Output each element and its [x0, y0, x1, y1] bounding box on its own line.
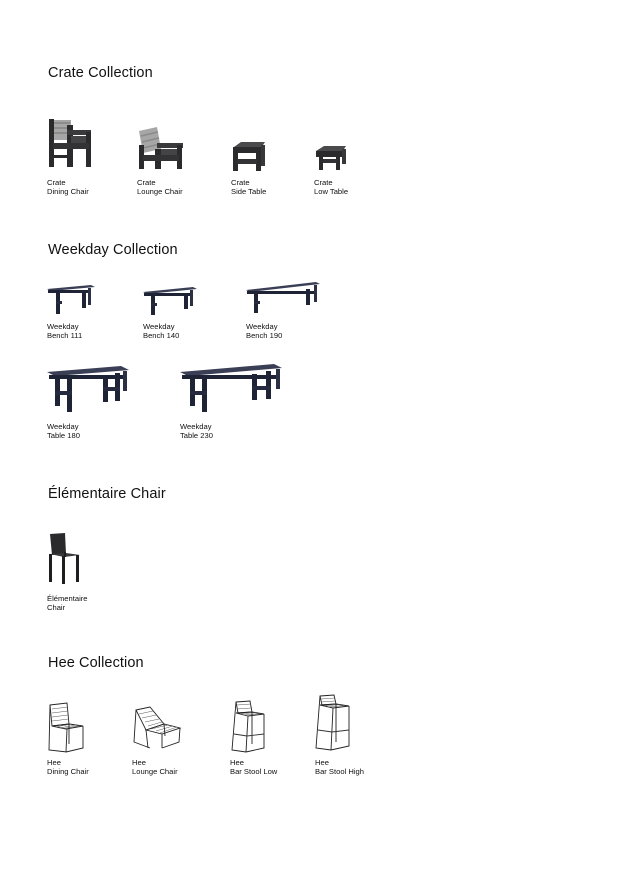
product-crate-lounge-chair[interactable]	[137, 117, 197, 199]
product-label-line1: Weekday	[246, 322, 278, 331]
elementaire-chair-icon	[47, 532, 81, 586]
product-label-line1: Weekday	[180, 422, 212, 431]
product-label-line2: Low Table	[314, 187, 349, 197]
weekday-table-230-icon	[180, 363, 284, 415]
product-hee-dining-chair[interactable]	[47, 698, 117, 780]
product-hee-bar-stool-high[interactable]	[315, 694, 395, 780]
product-label-line1: Hee	[132, 758, 146, 767]
product-label-line1: Crate	[47, 178, 66, 187]
product-label	[137, 178, 183, 197]
product-hee-bar-stool-low[interactable]	[230, 698, 310, 780]
product-label-line2: Bar Stool Low	[230, 767, 278, 777]
product-weekday-table-180[interactable]	[47, 365, 137, 445]
product-label-line2: Table 180	[47, 431, 80, 441]
weekday-table-180-icon	[47, 365, 131, 415]
product-label-line1: Hee	[47, 758, 61, 767]
product-label-line1: Weekday	[47, 422, 79, 431]
product-label-line2: Lounge Chair	[132, 767, 178, 777]
product-label-line1: Élémentaire	[47, 594, 88, 603]
weekday-bench-111-icon	[47, 284, 97, 316]
crate-lounge-chair-icon	[137, 127, 185, 183]
product-label-line1: Hee	[315, 758, 329, 767]
product-label-line2: Lounge Chair	[137, 187, 183, 197]
product-label-line1: Hee	[230, 758, 244, 767]
product-label	[47, 594, 88, 613]
product-crate-side-table[interactable]	[231, 117, 291, 199]
product-weekday-bench-111[interactable]	[47, 284, 117, 344]
product-label	[132, 758, 178, 777]
product-label-line2: Table 230	[180, 431, 213, 441]
product-label-line2: Bench 190	[246, 331, 283, 341]
weekday-bench-140-icon	[143, 286, 199, 318]
section-title-hee: Hee Collection	[48, 655, 144, 671]
product-weekday-table-230[interactable]	[180, 363, 290, 445]
product-label-line2: Dining Chair	[47, 187, 89, 197]
section-title-weekday: Weekday Collection	[48, 242, 178, 258]
product-label	[47, 178, 89, 197]
product-label	[180, 422, 213, 441]
product-label-line1: Crate	[231, 178, 250, 187]
crate-side-table-icon	[231, 141, 267, 175]
crate-dining-chair-icon	[47, 117, 93, 169]
product-label	[315, 758, 364, 777]
product-label	[47, 322, 82, 341]
product-crate-low-table[interactable]	[314, 117, 374, 199]
product-label	[47, 422, 80, 441]
product-label-line1: Crate	[314, 178, 333, 187]
hee-bar-stool-low-icon	[230, 700, 266, 754]
product-label-line2: Side Table	[231, 187, 267, 197]
hee-dining-chair-icon	[47, 702, 87, 756]
product-label	[314, 178, 348, 197]
product-label-line1: Crate	[137, 178, 156, 187]
hee-lounge-chair-icon	[132, 706, 182, 756]
product-label-line2: Bar Stool High	[315, 767, 364, 777]
section-title-elementaire: Élémentaire Chair	[48, 486, 166, 502]
product-hee-lounge-chair[interactable]	[132, 698, 212, 780]
product-label	[230, 758, 277, 777]
product-label-line2: Bench 140	[143, 331, 180, 341]
product-weekday-bench-140[interactable]	[143, 284, 213, 344]
product-label-line2: Bench 111	[47, 331, 83, 341]
product-crate-dining-chair[interactable]	[47, 117, 107, 199]
product-label-line2: Chair	[47, 603, 66, 613]
product-weekday-bench-190[interactable]	[246, 281, 326, 344]
product-label	[143, 322, 179, 341]
hee-bar-stool-high-icon	[315, 694, 353, 752]
crate-low-table-icon	[314, 145, 348, 173]
product-label-line1: Weekday	[143, 322, 175, 331]
product-label-line2: Dining Chair	[47, 767, 89, 777]
product-label	[246, 322, 282, 341]
product-elementaire-chair[interactable]	[47, 532, 117, 614]
section-title-crate: Crate Collection	[48, 65, 153, 81]
product-label	[231, 178, 266, 197]
product-label	[47, 758, 89, 777]
product-label-line1: Weekday	[47, 322, 79, 331]
weekday-bench-190-icon	[246, 281, 322, 315]
